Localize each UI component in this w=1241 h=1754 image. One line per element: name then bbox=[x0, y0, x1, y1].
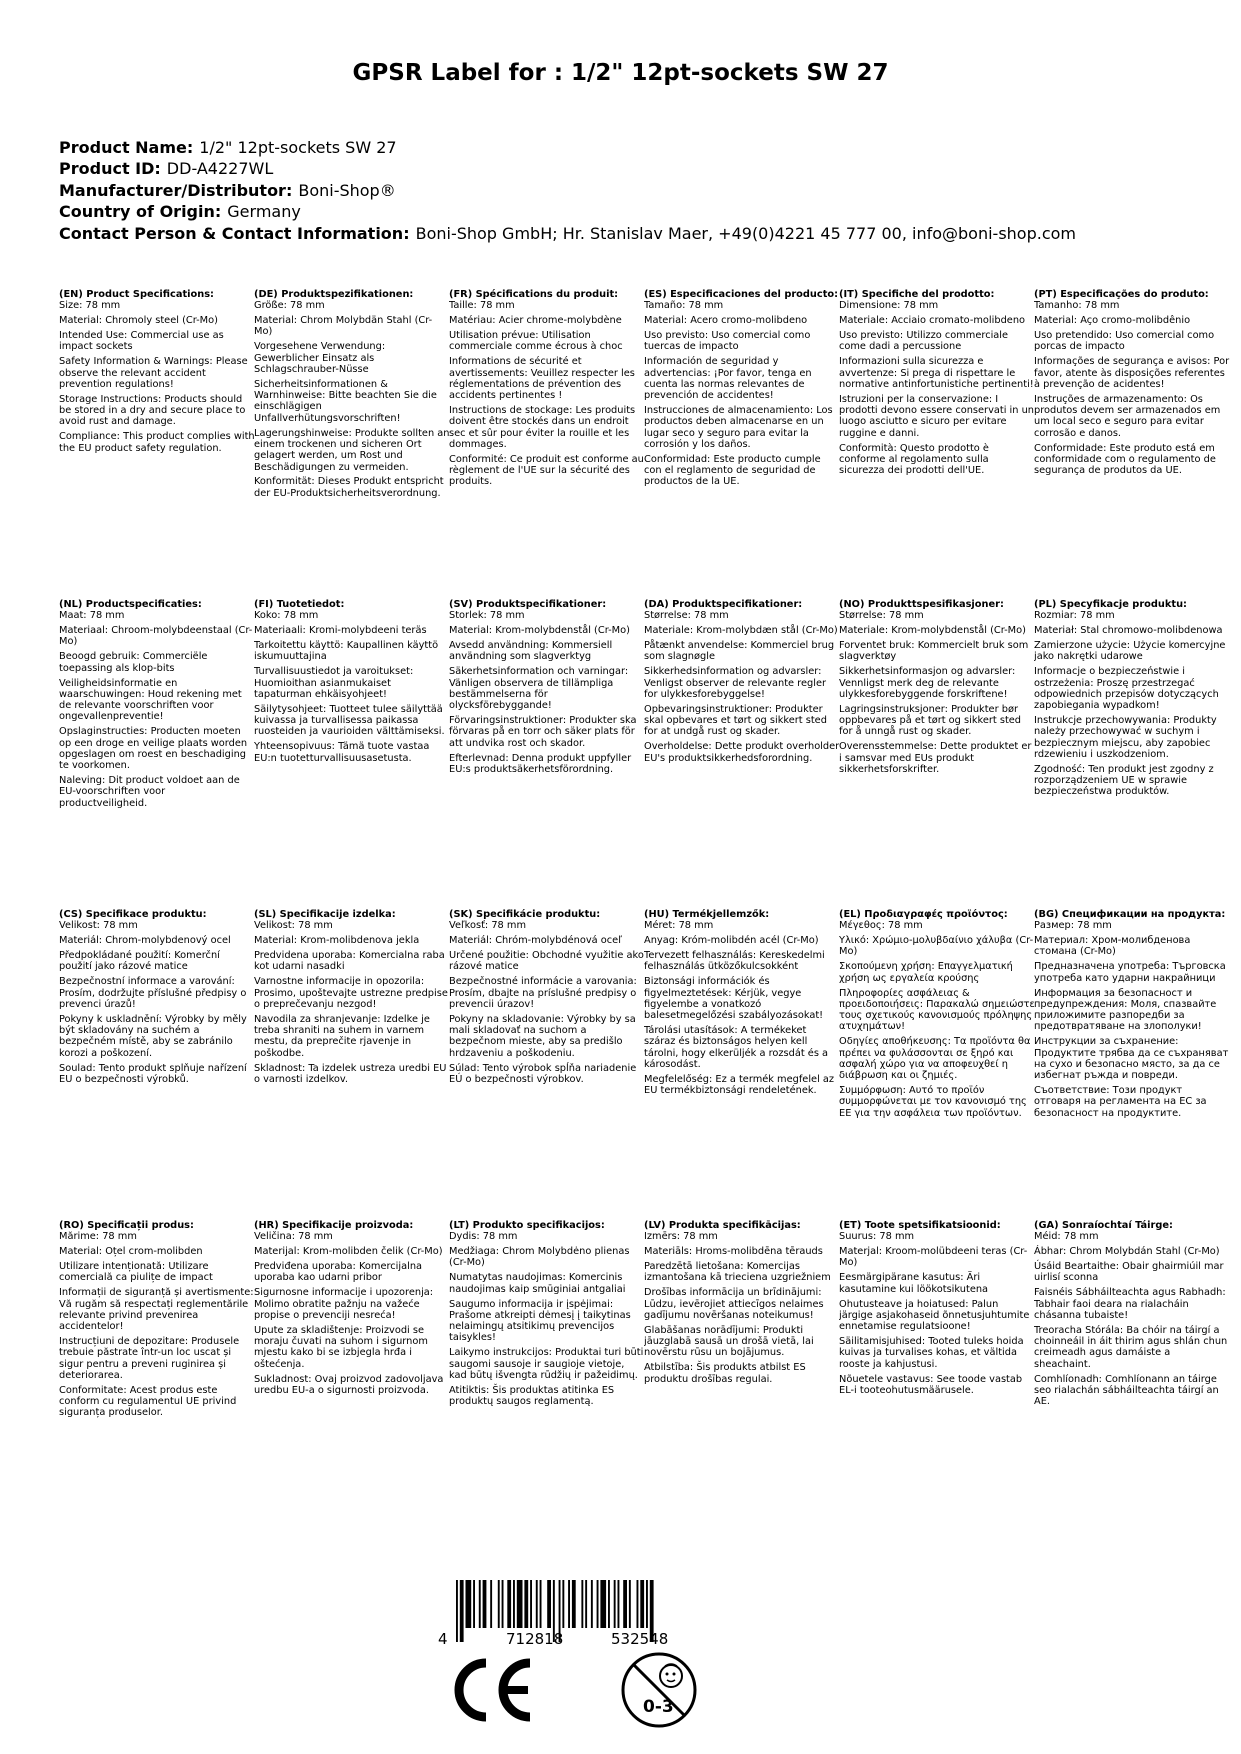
spec-field: Varnostne informacije in opozorila: Prosimo, upoštevajte ustrezne predpise o preprečevanju nezgod! bbox=[254, 976, 448, 1010]
spec-field: Dydis: 78 mm bbox=[449, 1231, 518, 1243]
spec-title: (PT) Especificações do produto: bbox=[1034, 289, 1209, 300]
spec-field: Materiál: Chrom-molybdenový ocel bbox=[59, 935, 231, 947]
barcode-bar bbox=[524, 1580, 528, 1628]
spec-field: Opbevaringsinstruktioner: Produkter skal opbevares et tørt og sikkert sted for at undgå rust og skader. bbox=[644, 703, 827, 738]
spec-field: Instrucciones de almacenamiento: Los productos deben almacenarse en un lugar seco y seguro para evitar la corrosión y los daños. bbox=[644, 405, 833, 450]
spec-field: Bezpečnostné informácie a varovania: Prosím, dbajte na príslušné predpisy o prevencii úrazov! bbox=[449, 976, 637, 1010]
spec-field: Soulad: Tento produkt splňuje nařízení EU o bezpečnosti výrobků. bbox=[59, 1062, 247, 1085]
spec-field: Größe: 78 mm bbox=[254, 300, 325, 312]
barcode-bar bbox=[517, 1580, 523, 1628]
spec-field: Zgodność: Ten produkt jest zgodny z rozporządzeniem UE w sprawie bezpieczeństwa produktów. bbox=[1034, 763, 1214, 798]
product-name-label: Product Name: bbox=[59, 138, 194, 157]
spec-block bbox=[839, 1220, 1035, 1400]
barcode-digit-group-right: 532548 bbox=[611, 1630, 669, 1648]
spec-field: Medžiaga: Chrom Molybdėno plienas (Cr-Mo) bbox=[449, 1246, 630, 1269]
product-info bbox=[59, 137, 1209, 244]
spec-field: Material: Krom-molybdenstål (Cr-Mo) bbox=[449, 625, 630, 637]
spec-field: Förvaringsinstruktioner: Produkter ska förvaras på en torr och säker plats för att undvika rost och skador. bbox=[449, 715, 637, 749]
barcode-bar bbox=[502, 1580, 504, 1628]
spec-field: Úsáid Beartaithe: Obair ghairmiúil mar uirlisí sconna bbox=[1034, 1261, 1224, 1284]
spec-field: Conformidade: Este produto está em conformidade com o regulamento de segurança de produtos da UE. bbox=[1034, 442, 1216, 477]
spec-field: Materiale: Krom-molybdenstål (Cr-Mo) bbox=[839, 625, 1026, 637]
barcode-bar bbox=[507, 1580, 511, 1628]
spec-field: Size: 78 mm bbox=[59, 300, 121, 312]
barcode-bar bbox=[530, 1580, 532, 1628]
spec-title: (NL) Productspecificaties: bbox=[59, 599, 202, 610]
spec-field: Efterlevnad: Denna produkt uppfyller EU:s produktsäkerhetsförordning. bbox=[449, 752, 632, 775]
barcode-bar bbox=[618, 1580, 620, 1628]
barcode-bar bbox=[536, 1580, 538, 1628]
spec-field: Maat: 78 mm bbox=[59, 610, 125, 622]
spec-field: Размер: 78 mm bbox=[1034, 920, 1112, 932]
spec-field: Opslaginstructies: Producten moeten op een droge en veilige plaats worden opgeslagen om roest en beschadiging te voorkomen. bbox=[59, 726, 248, 772]
spec-field: Uso previsto: Uso comercial como tuercas de impacto bbox=[644, 330, 811, 353]
spec-field: Informações de segurança e avisos: Por favor, atente às disposições referentes à prevenção de acidentes! bbox=[1034, 356, 1230, 390]
spec-field: Conformité: Ce produit est conforme au règlement de l'UE sur la sécurité des produits. bbox=[449, 453, 644, 488]
spec-title: (HR) Specifikacije proizvoda: bbox=[254, 1220, 414, 1231]
spec-field: Overholdelse: Dette produkt overholder EU's produktsikkerhedsforordning. bbox=[644, 741, 840, 764]
barcode-bar bbox=[456, 1580, 458, 1642]
spec-field: Veľkosť: 78 mm bbox=[449, 920, 526, 932]
spec-field: Konformität: Dieses Produkt entspricht der EU-Produktsicherheitsverordnung. bbox=[254, 476, 444, 499]
spec-title: (DE) Produktspezifikationen: bbox=[254, 289, 414, 300]
barcode-bar bbox=[629, 1580, 631, 1628]
country-row bbox=[59, 201, 1209, 222]
spec-field: Méret: 78 mm bbox=[644, 920, 714, 932]
spec-field: Σκοπούμενη χρήση: Επαγγελματική χρήση ως εργαλεία κρούσης bbox=[839, 961, 1013, 984]
spec-block bbox=[59, 1220, 255, 1422]
svg-text:0-3: 0-3 bbox=[643, 1697, 674, 1717]
spec-field: Størrelse: 78 mm bbox=[839, 610, 924, 622]
spec-field: Avsedd användning: Kommersiell användning som slagverktyg bbox=[449, 640, 613, 663]
spec-title: (LT) Produkto specifikacijos: bbox=[449, 1220, 605, 1231]
spec-field: Sukladnost: Ovaj proizvod zadovoljava uredbu EU-a o sigurnosti proizvoda. bbox=[254, 1373, 444, 1396]
contact-row bbox=[59, 223, 1209, 244]
spec-block bbox=[449, 599, 645, 779]
spec-field: Materijal: Krom-molibden čelik (Cr-Mo) bbox=[254, 1246, 443, 1258]
spec-field: Pokyny na skladovanie: Výrobky by sa mali skladovať na suchom a bezpečnom mieste, aby sa predišlo hrdzaveniu a poškodeniu. bbox=[449, 1013, 636, 1059]
spec-block bbox=[254, 289, 450, 503]
spec-block bbox=[59, 599, 255, 813]
spec-field: Ábhar: Chrom Molybdán Stahl (Cr-Mo) bbox=[1034, 1246, 1220, 1258]
spec-field: Material: Chromoly steel (Cr-Mo) bbox=[59, 315, 218, 327]
spec-field: Tamaño: 78 mm bbox=[644, 300, 724, 312]
spec-field: Συμμόρφωση: Αυτό το προϊόν συμμορφώνεται με τον κανονισμό της ΕΕ για την ασφάλεια των προϊόντων. bbox=[839, 1085, 1027, 1119]
spec-field: Sicherheitsinformationen & Warnhinweise: Bitte beachten Sie die einschlägigen Unfallverhütungsvorschriften! bbox=[254, 378, 437, 424]
spec-block bbox=[839, 599, 1035, 779]
spec-field: Tarkoitettu käyttö: Kaupallinen käyttö iskumuuttajina bbox=[254, 640, 439, 663]
barcode-bar bbox=[581, 1580, 583, 1628]
spec-field: Materiál: Chróm-molybdénová oceľ bbox=[449, 935, 622, 947]
barcode-bar bbox=[646, 1580, 648, 1628]
spec-field: Instrukcje przechowywania: Produkty należy przechowywać w suchym i bezpiecznym miejscu, aby zapobiec rdzewieniu i uszkodzeniom. bbox=[1034, 715, 1217, 760]
spec-field: Materiaali: Kromi-molybdeeni teräs bbox=[254, 625, 427, 637]
spec-field: Tervezett felhasználás: Kereskedelmi felhasználás ütközőkulcsokként bbox=[644, 950, 825, 973]
spec-field: Beoogd gebruik: Commerciële toepassing als klop-bits bbox=[59, 651, 208, 674]
page-title: GPSR Label for : 1/2" 12pt-sockets SW 27 bbox=[352, 60, 889, 86]
spec-field: Säilytysohjeet: Tuotteet tulee säilyttää kuivassa ja turvallisessa paikassa ruosteiden ja vaurioiden välttämiseksi. bbox=[254, 703, 445, 738]
spec-field: Saugumo informacija ir įspėjimai: Prašome atkreipti dėmesį į taikytinas nelaimingų atsitikimų prevencijos taisykles! bbox=[449, 1298, 631, 1344]
product-name-value: 1/2" 12pt-sockets SW 27 bbox=[199, 138, 397, 157]
barcode-bar bbox=[490, 1580, 492, 1628]
spec-field: Utilisation prévue: Utilisation commerciale comme écrous à choc bbox=[449, 330, 623, 353]
spec-block bbox=[59, 289, 255, 457]
spec-field: Sikkerhedsinformation og advarsler: Venligst observer de relevante regler for ulykkesforebyggelse! bbox=[644, 666, 827, 700]
spec-field: Materiāls: Hroms-molibdēna tērauds bbox=[644, 1246, 823, 1258]
spec-field: Drošības informācija un brīdinājumi: Lūdzu, ievērojiet attiecīgos nelaimes gadījumu novēršanas noteikumus! bbox=[644, 1287, 824, 1321]
spec-field: Lagringsinstruksjoner: Produkter bør oppbevares på et tørt og sikkert sted for å unngå rust og skader. bbox=[839, 703, 1022, 738]
spec-title: (NO) Produkttspesifikasjoner: bbox=[839, 599, 1004, 610]
spec-field: Materiał: Stal chromowo-molibdenowa bbox=[1034, 625, 1223, 637]
spec-block bbox=[254, 1220, 450, 1400]
spec-block bbox=[1034, 289, 1230, 480]
spec-title: (ES) Especificaciones del producto: bbox=[644, 289, 839, 300]
spec-field: Anyag: Króm-molibdén acél (Cr-Mo) bbox=[644, 935, 819, 947]
spec-field: Informazioni sulla sicurezza e avvertenze: Si prega di rispettare le normative antinfortunistiche pertinenti! bbox=[839, 356, 1034, 390]
spec-field: Atbilstība: Šis produkts atbilst ES produktu drošības regulai. bbox=[644, 1362, 806, 1385]
spec-field: Materiale: Acciaio cromato-molibdeno bbox=[839, 315, 1026, 327]
spec-block bbox=[839, 289, 1035, 480]
spec-field: Zamierzone użycie: Użycie komercyjne jako nakrętki udarowe bbox=[1034, 640, 1226, 663]
barcode-bar bbox=[483, 1580, 487, 1628]
spec-field: Πληροφορίες ασφάλειας & προειδοποιήσεις: Παρακαλώ σημειώστε τους σχετικούς κανονισμούς πρόληψης ατυχημάτων! bbox=[839, 987, 1035, 1033]
spec-field: Matériau: Acier chrome-molybdène bbox=[449, 315, 622, 327]
manufacturer-row bbox=[59, 180, 1209, 201]
spec-field: Størrelse: 78 mm bbox=[644, 610, 729, 622]
spec-title: (GA) Sonraíochtaí Táirge: bbox=[1034, 1220, 1173, 1231]
spec-field: Uso previsto: Utilizzo commerciale come dadi a percussione bbox=[839, 330, 1009, 353]
barcode-bar bbox=[637, 1580, 639, 1628]
spec-field: Material: Krom-molibdenova jekla bbox=[254, 935, 420, 947]
spec-title: (EL) Προδιαγραφές προϊόντος: bbox=[839, 909, 1008, 920]
barcode-digit-group-left: 712818 bbox=[506, 1630, 564, 1648]
spec-field: Предназначена употреба: Търговска употреба като ударни накрайници bbox=[1034, 961, 1226, 984]
spec-field: Overensstemmelse: Dette produktet er i samsvar med EUs produkt sikkerhetsforskrifter. bbox=[839, 741, 1032, 775]
spec-field: Taille: 78 mm bbox=[449, 300, 515, 312]
spec-field: Naleving: Dit product voldoet aan de EU-voorschriften voor productveiligheid. bbox=[59, 775, 240, 809]
spec-field: Safety Information & Warnings: Please observe the relevant accident prevention regulations! bbox=[59, 356, 248, 390]
barcode-bar bbox=[479, 1580, 481, 1628]
country-value: Germany bbox=[227, 202, 301, 222]
spec-field: Dimensione: 78 mm bbox=[839, 300, 939, 312]
spec-field: Comhlíonadh: Comhlíonann an táirge seo rialachán sábháilteachta táirgí an AE. bbox=[1034, 1373, 1219, 1408]
barcode-bar bbox=[473, 1580, 475, 1628]
spec-title: (DA) Produktspecifikationer: bbox=[644, 599, 803, 610]
country-label: Country of Origin: bbox=[59, 202, 222, 222]
spec-field: Nõuetele vastavus: See toode vastab EL-i tooteohutusmäärusele. bbox=[839, 1373, 1023, 1396]
spec-field: Suurus: 78 mm bbox=[839, 1231, 915, 1243]
spec-title: (RO) Specificații produs: bbox=[59, 1220, 194, 1231]
barcode-bar bbox=[460, 1580, 464, 1642]
spec-field: Υλικό: Χρώμιο-μολυβδαίνιο χάλυβα (Cr-Mo) bbox=[839, 935, 1034, 958]
ce-mark-icon bbox=[448, 1655, 538, 1725]
spec-field: Съответствие: Този продукт отговаря на регламента на ЕС за безопасност на продуктите. bbox=[1034, 1085, 1207, 1119]
spec-field: Upute za skladištenje: Proizvodi se moraju čuvati na suhom i sigurnom mjestu kako bi se izbjegla hrđa i oštećenja. bbox=[254, 1324, 428, 1370]
barcode-bar bbox=[562, 1580, 564, 1628]
spec-field: Информация за безопасност и предупреждения: Моля, спазвайте приложимите разпоредби за предотвратяване на злополуки! bbox=[1034, 987, 1217, 1033]
spec-field: Conformità: Questo prodotto è conforme al regolamento sulla sicurezza dei prodotti dell'UE. bbox=[839, 442, 989, 477]
spec-title: (HU) Termékjellemzők: bbox=[644, 909, 770, 920]
spec-block bbox=[449, 289, 645, 491]
spec-field: Rozmiar: 78 mm bbox=[1034, 610, 1115, 622]
spec-field: Glabāšanas norādījumi: Produkti jāuzglabā sausā un drošā vietā, lai novērstu rūsu un bojājumus. bbox=[644, 1324, 814, 1359]
spec-field: Paredzētā lietošana: Komercijas izmantošana kā trieciena uzgriežniem bbox=[644, 1261, 831, 1284]
barcode-bar bbox=[513, 1580, 515, 1628]
spec-field: Určené použitie: Obchodné využitie ako rázové matice bbox=[449, 950, 644, 973]
spec-field: Material: Acero cromo-molibdeno bbox=[644, 315, 808, 327]
spec-field: Pokyny k uskladnění: Výrobky by měly být skladovány na suchém a bezpečném místě, aby se zabránilo korozi a poškození. bbox=[59, 1013, 247, 1059]
spec-block bbox=[644, 599, 840, 767]
spec-block bbox=[839, 909, 1035, 1123]
spec-field: Instructions de stockage: Les produits doivent être stockés dans un endroit sec et sûr pour éviter la rouille et les dommages. bbox=[449, 405, 636, 450]
age-warning-0-3-icon bbox=[619, 1650, 699, 1730]
barcode-bar bbox=[572, 1580, 576, 1628]
spec-title: (SK) Špecifikácie produktu: bbox=[449, 909, 601, 920]
barcode-bar bbox=[466, 1580, 472, 1628]
spec-field: Velikost: 78 mm bbox=[254, 920, 333, 932]
manufacturer-value: Boni-Shop® bbox=[298, 180, 396, 200]
spec-field: Informations de sécurité et avertissements: Veuillez respecter les réglementations de prévention des accidents pertinentes ! bbox=[449, 356, 635, 402]
spec-title: (ET) Toote spetsifikatsioonid: bbox=[839, 1220, 1001, 1231]
spec-field: Sikkerhetsinformasjon og advarsler: Vennligst merk deg de relevante ulykkesforebyggende forskriftene! bbox=[839, 666, 1016, 700]
spec-field: Skladnost: Ta izdelek ustreza uredbi EU o varnosti izdelkov. bbox=[254, 1062, 447, 1085]
spec-title: (EN) Product Specifications: bbox=[59, 289, 214, 300]
barcode-bar bbox=[597, 1580, 599, 1628]
spec-field: Intended Use: Commercial use as impact sockets bbox=[59, 330, 224, 353]
spec-block bbox=[449, 1220, 645, 1411]
spec-title: (PL) Specyfikacje produktu: bbox=[1034, 599, 1187, 610]
spec-field: Οδηγίες αποθήκευσης: Τα προϊόντα θα πρέπει να φυλάσσονται σε ξηρό και ασφαλή χώρο για να αποφευχθεί η διάβρωση και οι ζημιές. bbox=[839, 1036, 1031, 1082]
contact-value: Boni-Shop GmbH; Hr. Stanislav Maer, +49(0)4221 45 777 00, info@boni-shop.com bbox=[415, 223, 1076, 243]
spec-field: Μέγεθος: 78 mm bbox=[839, 920, 923, 932]
spec-field: Instruções de armazenamento: Os produtos devem ser armazenados em um local seco e seguro para evitar corrosão e danos. bbox=[1034, 393, 1221, 439]
product-name-row bbox=[59, 137, 1209, 158]
spec-field: Tamanho: 78 mm bbox=[1034, 300, 1120, 312]
spec-field: Säkerhetsinformation och varningar: Vänligen observera de tillämpliga bestämmelserna för olycksförebyggande! bbox=[449, 666, 629, 712]
spec-block bbox=[1034, 909, 1230, 1123]
spec-field: Tárolási utasítások: A termékeket száraz és biztonságos helyen kell tárolni, hogy elkerüljék a rozsdát és a károsodást. bbox=[644, 1025, 829, 1070]
spec-field: Koko: 78 mm bbox=[254, 610, 319, 622]
spec-field: Forventet bruk: Kommercielt bruk som slagverktøy bbox=[839, 640, 1029, 663]
spec-title: (CS) Specifikace produktu: bbox=[59, 909, 207, 920]
spec-field: Megfelelőség: Ez a termék megfelel az EU termékbiztonsági rendeletének. bbox=[644, 1073, 835, 1097]
spec-field: Conformidad: Este producto cumple con el reglamento de seguridad de productos de la UE. bbox=[644, 453, 821, 488]
barcode-bar bbox=[614, 1580, 616, 1628]
spec-field: Atitiktis: Šis produktas atitinka ES produktų saugos reglamentą. bbox=[449, 1384, 615, 1408]
spec-field: Storage Instructions: Products should be stored in a dry and secure place to avoid rust and damage. bbox=[59, 393, 246, 428]
barcode-bar bbox=[585, 1580, 587, 1628]
spec-block bbox=[644, 289, 840, 491]
spec-field: Säilitamisjuhised: Tooted tuleks hoida kuivas ja turvalises kohas, et vältida rooste ja kahjustusi. bbox=[839, 1336, 1024, 1370]
product-id-row bbox=[59, 158, 1209, 179]
spec-block bbox=[644, 909, 840, 1100]
spec-title: (IT) Specifiche del prodotto: bbox=[839, 289, 995, 300]
spec-block bbox=[59, 909, 255, 1089]
spec-field: Ohutusteave ja hoiatused: Palun järgige asjakohaseid õnnetusjuhtumite ennetamise regulatsioone! bbox=[839, 1298, 1030, 1333]
spec-field: Uso pretendido: Uso comercial como porcas de impacto bbox=[1034, 330, 1215, 353]
spec-field: Material: Chrom Molybdän Stahl (Cr-Mo) bbox=[254, 315, 433, 338]
spec-field: Sigurnosne informacije i upozorenja: Molimo obratite pažnju na važeće propise o prevenciji nesreća! bbox=[254, 1287, 434, 1321]
spec-field: Istruzioni per la conservazione: I prodotti devono essere conservati in un luogo asciutto e sicuro per evitare ruggine e danni. bbox=[839, 393, 1035, 439]
barcode-bar bbox=[623, 1580, 627, 1628]
barcode-bar bbox=[540, 1580, 542, 1628]
spec-block bbox=[1034, 1220, 1230, 1411]
spec-field: Påtænkt anvendelse: Kommerciel brug som slagnøgle bbox=[644, 640, 835, 663]
spec-field: Material: Aço cromo-molibdênio bbox=[1034, 315, 1191, 327]
spec-block bbox=[1034, 599, 1230, 801]
spec-field: Veiligheidsinformatie en waarschuwingen: Houd rekening met de relevante voorschriften voor ongevallenpreventie! bbox=[59, 677, 242, 723]
barcode-bar bbox=[547, 1580, 551, 1628]
barcode-bar bbox=[600, 1580, 606, 1628]
spec-field: Méid: 78 mm bbox=[1034, 1231, 1099, 1243]
spec-field: Eesmärgipärane kasutus: Äri kasutamine kui löökotsikutena bbox=[839, 1272, 989, 1295]
spec-field: Conformitate: Acest produs este conform cu regulamentul UE privind siguranța produselor. bbox=[59, 1384, 237, 1419]
barcode-bar bbox=[591, 1580, 593, 1628]
spec-field: Compliance: This product complies with the EU product safety regulation. bbox=[59, 431, 255, 454]
spec-block bbox=[449, 909, 645, 1089]
spec-field: Predvidena uporaba: Komercialna raba kot udarni nasadki bbox=[254, 950, 445, 973]
spec-field: Navodila za shranjevanje: Izdelke je treba shraniti na suhem in varnem mestu, da preprečite rjavenje in poškodbe. bbox=[254, 1013, 430, 1059]
manufacturer-label: Manufacturer/Distributor: bbox=[59, 180, 293, 200]
product-id-value: DD-A4227WL bbox=[166, 159, 274, 179]
spec-field: Turvallisuustiedot ja varoitukset: Huomioithan asianmukaiset tapaturman ehkäisyohjeet! bbox=[254, 666, 414, 700]
barcode-bar bbox=[640, 1580, 644, 1628]
spec-field: Storlek: 78 mm bbox=[449, 610, 525, 622]
spec-field: Veličina: 78 mm bbox=[254, 1231, 333, 1243]
spec-field: Material: Oțel crom-molibden bbox=[59, 1246, 203, 1258]
spec-field: Инструкции за съхранение: Продуктите трябва да се съхраняват на сухо и безопасно място, за да се избегнат ръжда и повреди. bbox=[1034, 1036, 1229, 1082]
spec-field: Predviđena uporaba: Komercijalna uporaba kao udarni pribor bbox=[254, 1261, 423, 1284]
spec-field: Utilizare intenționată: Utilizare comercială ca piulițe de impact bbox=[59, 1261, 213, 1284]
spec-field: Informacje o bezpieczeństwie i ostrzeżenia: Proszę przestrzegać odpowiednich przepisów dotyczących zapobiegania wypadkom! bbox=[1034, 666, 1219, 712]
spec-field: Materjal: Kroom-molübdeeni teras (Cr-Mo) bbox=[839, 1246, 1028, 1269]
barcode-bar bbox=[608, 1580, 610, 1628]
spec-title: (FR) Spécifications du produit: bbox=[449, 289, 619, 300]
spec-field: Laikymo instrukcijos: Produktai turi būti saugomi sausoje ir saugioje vietoje, kad būtų išvengta rūdžių ir pažeidimų. bbox=[449, 1347, 644, 1381]
spec-field: Bezpečnostní informace a varování: Prosím, dodržujte příslušné předpisy o prevenci úrazů! bbox=[59, 976, 247, 1010]
spec-title: (SV) Produktspecifikationer: bbox=[449, 599, 607, 610]
product-id-label: Product ID: bbox=[59, 159, 161, 179]
spec-title: (FI) Tuotetiedot: bbox=[254, 599, 345, 610]
spec-field: Información de seguridad y advertencias: ¡Por favor, tenga en cuenta las normas relevantes de prevención de accidentes! bbox=[644, 356, 812, 402]
spec-block bbox=[644, 1220, 840, 1388]
spec-field: Mărime: 78 mm bbox=[59, 1231, 137, 1243]
spec-block bbox=[254, 909, 450, 1089]
spec-field: Instrucțiuni de depozitare: Produsele trebuie păstrate într-un loc uscat și sigur pentru a preveni ruginirea și deteriorarea. bbox=[59, 1336, 240, 1381]
spec-title: (LV) Produkta specifikācijas: bbox=[644, 1220, 801, 1231]
spec-block bbox=[254, 599, 450, 767]
spec-field: Faisnéis Sábháilteachta agus Rabhadh: Tabhair faoi deara na rialacháin chásanna tubaiste! bbox=[1034, 1287, 1226, 1321]
spec-field: Материал: Хром-молибденова стомана (Cr-Mo) bbox=[1034, 935, 1191, 958]
spec-field: Velikost: 78 mm bbox=[59, 920, 138, 932]
spec-field: Informații de siguranță și avertismente: Vă rugăm să respectați reglementările relevante privind prevenirea accidentelor! bbox=[59, 1287, 254, 1333]
spec-field: Súlad: Tento výrobok spĺňa nariadenie EÚ o bezpečnosti výrobkov. bbox=[449, 1062, 637, 1085]
contact-label: Contact Person & Contact Information: bbox=[59, 223, 410, 243]
spec-field: Lagerungshinweise: Produkte sollten an einem trockenen und sicheren Ort gelagert werden, um Rost und Beschädigungen zu vermeiden. bbox=[254, 427, 450, 473]
spec-field: Treoracha Stórála: Ba chóir na táirgí a choinneáil in áit thirim agus shlán chun creimeadh agus damáiste a sheachaint. bbox=[1034, 1324, 1228, 1370]
spec-field: Biztonsági információk és figyelmeztetések: Kérjük, vegye figyelembe a vonatkozó balesetmegelőzési szabályozásokat! bbox=[644, 976, 824, 1022]
spec-field: Materiaal: Chroom-molybdeenstaal (Cr-Mo) bbox=[59, 625, 253, 648]
barcode-bar bbox=[568, 1580, 570, 1628]
spec-title: (SL) Specifikacije izdelka: bbox=[254, 909, 396, 920]
spec-field: Vorgesehene Verwendung: Gewerblicher Einsatz als Schlagschrauber-Nüsse bbox=[254, 341, 386, 375]
spec-field: Yhteensopivuus: Tämä tuote vastaa EU:n tuotetturvallisuusasetusta. bbox=[254, 741, 430, 764]
spec-field: Numatytas naudojimas: Komercinis naudojimas kaip smūginiai antgaliai bbox=[449, 1272, 626, 1295]
barcode-bar bbox=[498, 1580, 500, 1628]
spec-field: Izmērs: 78 mm bbox=[644, 1231, 718, 1243]
barcode-digit-first: 4 bbox=[438, 1630, 448, 1648]
spec-field: Materiale: Krom-molybdæn stål (Cr-Mo) bbox=[644, 625, 838, 637]
spec-title: (BG) Спецификации на продукта: bbox=[1034, 909, 1226, 920]
spec-field: Předpokládané použití: Komerční použití jako rázové matice bbox=[59, 950, 220, 973]
